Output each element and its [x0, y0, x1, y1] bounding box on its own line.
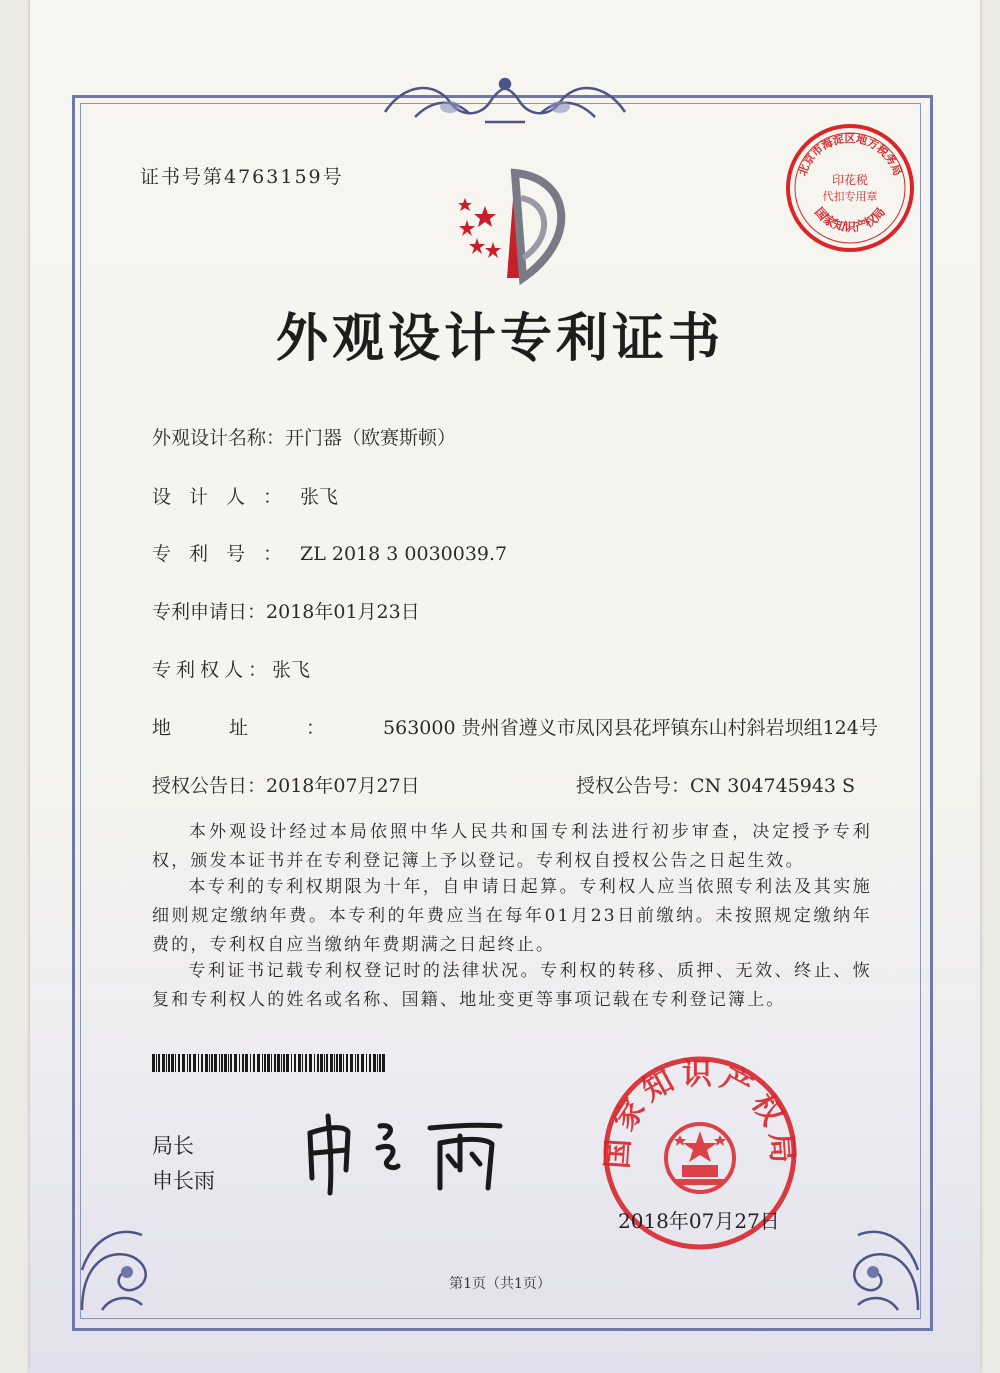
barcode-bar — [286, 1054, 289, 1072]
barcode-bar — [274, 1054, 276, 1072]
barcode-bar — [317, 1054, 319, 1072]
barcode-bar — [209, 1054, 210, 1072]
field-designer — [152, 482, 338, 509]
field-address — [152, 713, 878, 740]
field-grant-number — [576, 771, 855, 798]
director-title: 局长 — [152, 1134, 194, 1158]
barcode-bar — [361, 1054, 364, 1072]
barcode-bar — [271, 1054, 272, 1072]
barcode-bar — [230, 1054, 232, 1072]
barcode-bar — [305, 1054, 307, 1072]
barcode-bar — [253, 1054, 255, 1072]
field-filing-date — [152, 597, 420, 624]
barcode-bar — [187, 1054, 188, 1072]
barcode-bar — [221, 1054, 223, 1072]
paragraph-3 — [152, 957, 872, 1015]
barcode-bar — [214, 1054, 217, 1072]
barcode-bar — [334, 1054, 335, 1072]
barcode-bar — [245, 1054, 248, 1072]
seal-date: 2018年07月27日 — [618, 1209, 780, 1233]
barcode-bar — [302, 1054, 303, 1072]
barcode-bar — [158, 1054, 160, 1072]
field-patentee — [152, 655, 310, 682]
barcode-bar — [369, 1054, 371, 1072]
paragraph-3-text: 专利证书记载专利权登记时的法律状况。专利权的转移、质押、无效、终止、恢复和专利权人的姓名或名称、国籍、地址变更等事项记载在专利登记簿上。 — [152, 961, 872, 1010]
paragraph-2 — [152, 873, 872, 960]
director-signature — [300, 1108, 510, 1198]
design-name-label: 外观设计名称： — [152, 427, 286, 449]
barcode-bar — [294, 1054, 296, 1072]
top-ornament — [375, 72, 635, 132]
barcode-bar — [324, 1054, 325, 1072]
tax-stamp — [782, 120, 918, 256]
patentee-value: 张飞 — [272, 659, 311, 681]
barcode-bar — [377, 1054, 378, 1072]
field-design-name — [152, 423, 456, 450]
barcode-bar — [242, 1054, 244, 1072]
grant-number-label: 授权公告号： — [576, 775, 691, 797]
barcode-bar — [291, 1054, 292, 1072]
barcode-bar — [366, 1054, 367, 1072]
filing-date-value: 2018年01月23日 — [266, 601, 420, 623]
barcode-bar — [257, 1054, 260, 1072]
barcode-bar — [267, 1054, 270, 1072]
design-name-value: 开门器（欧赛斯顿） — [285, 427, 457, 449]
field-grant-date — [152, 771, 420, 798]
barcode-bar — [182, 1054, 185, 1072]
barcode-bar — [350, 1054, 353, 1072]
corner-ornament-left — [72, 1210, 182, 1320]
director-name: 申长雨 — [152, 1169, 215, 1193]
barcode-bar — [379, 1054, 381, 1072]
barcode-bar — [171, 1054, 174, 1072]
barcode-bar — [264, 1054, 266, 1072]
barcode-bar — [166, 1054, 167, 1072]
barcode-bar — [239, 1054, 240, 1072]
barcode-bar — [277, 1054, 280, 1072]
barcode-bar — [152, 1054, 155, 1072]
barcode-bar — [224, 1054, 227, 1072]
barcode-bar — [168, 1054, 170, 1072]
barcode-bar — [198, 1054, 199, 1072]
designer-label: 设计人： — [152, 486, 301, 508]
barcode-bar — [162, 1054, 165, 1072]
seal-ring-text: 国家知识产权局 — [600, 1057, 800, 1170]
barcode-bar — [281, 1054, 282, 1072]
designer-value: 张飞 — [300, 486, 339, 508]
barcode-bar — [201, 1054, 203, 1072]
barcode-bar — [228, 1054, 229, 1072]
field-patent-number — [152, 539, 507, 566]
barcode-bar — [357, 1054, 359, 1072]
barcode-bar — [262, 1054, 263, 1072]
barcode-bar — [193, 1054, 196, 1072]
patent-number-label: 专利号： — [152, 543, 301, 565]
grant-number-value: CN 304745943 S — [690, 775, 856, 797]
tax-stamp-line2: 代扣专用章 — [822, 190, 878, 203]
tax-stamp-ring-text: 北京市海淀区地方税务局 — [795, 132, 905, 178]
barcode-bar — [175, 1054, 176, 1072]
barcode-bar — [326, 1054, 328, 1072]
barcode-bar — [298, 1054, 301, 1072]
tax-stamp-line1: 印花税 — [831, 173, 869, 187]
barcode-bar — [283, 1054, 285, 1072]
barcode-bar — [309, 1054, 312, 1072]
patentee-label: 专利权人： — [152, 659, 273, 681]
paragraph-2-text: 本专利的专利权期限为十年，自申请日起算。专利权人应当依照专利法及其实施细则规定缴纳年费。本专利的年费应当在每年01月23日前缴纳。未按照规定缴纳年费的，专利权自应当缴纳年费期满之日起终止。 — [152, 877, 872, 955]
barcode-bar — [314, 1054, 315, 1072]
barcode-bar — [343, 1054, 344, 1072]
grant-date-value: 2018年07月27日 — [266, 775, 420, 797]
tax-stamp-bottom-text: 国家知识产权局 — [811, 204, 889, 235]
filing-date-label: 专利申请日： — [152, 601, 267, 623]
patent-office-logo — [445, 168, 585, 288]
barcode-bar — [382, 1054, 385, 1072]
barcode-bar — [250, 1054, 251, 1072]
barcode-bar — [355, 1054, 356, 1072]
barcode-bar — [336, 1054, 338, 1072]
barcode-bar — [219, 1054, 220, 1072]
barcode-bar — [339, 1054, 342, 1072]
patent-number-value: ZL 2018 3 0030039.7 — [300, 543, 508, 565]
barcode-bar — [373, 1054, 376, 1072]
barcode-bar — [211, 1054, 213, 1072]
barcode-bar — [330, 1054, 333, 1072]
address-value: 563000 贵州省遵义市凤冈县花坪镇东山村斜岩坝组124号 — [383, 717, 878, 739]
paragraph-1 — [152, 818, 872, 876]
barcode-bar — [156, 1054, 157, 1072]
barcode-bar — [189, 1054, 191, 1072]
page-number: 第1页（共1页） — [449, 1276, 551, 1292]
paragraph-1-text: 本外观设计经过本局依照中华人民共和国专利法进行初步审查，决定授予专利权，颁发本证书并在专利登记簿上予以登记。专利权自授权公告之日起生效。 — [152, 822, 872, 871]
barcode — [152, 1054, 387, 1072]
barcode-bar — [234, 1054, 237, 1072]
grant-date-label: 授权公告日： — [152, 775, 267, 797]
barcode-bar — [205, 1054, 208, 1072]
address-label: 地址： — [152, 717, 384, 739]
certificate-number: 证书号第4763159号 — [140, 166, 344, 188]
svg-text:国家知识产权局 — [812, 205, 888, 234]
barcode-bar — [346, 1054, 348, 1072]
document-title: 外观设计专利证书 — [275, 309, 724, 369]
barcode-bar — [320, 1054, 323, 1072]
corner-ornament-right — [818, 1210, 928, 1320]
barcode-bar — [178, 1054, 180, 1072]
